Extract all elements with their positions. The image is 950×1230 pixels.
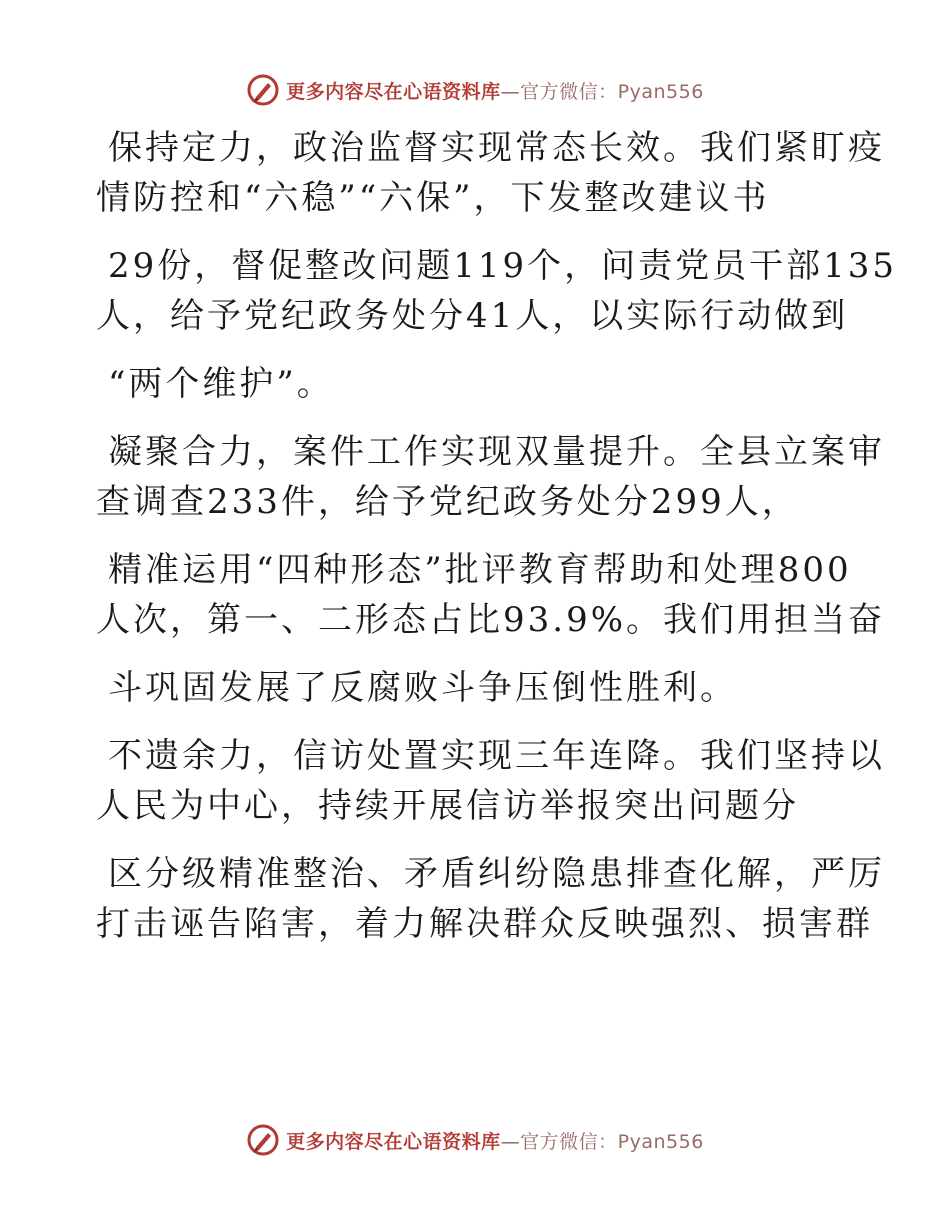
text-line: 精准运用“四种形态”批评教育帮助和处理800: [108, 550, 852, 590]
text-line: 区分级精准整治、矛盾纠纷隐患排查化解，严厉: [108, 854, 885, 894]
banner-separator: —: [500, 80, 521, 103]
banner-brand: 更多内容尽在心语资料库: [286, 80, 501, 103]
text-line: 保持定力，政治监督实现常态长效。我们紧盯疫: [108, 128, 885, 168]
text-line: 斗巩固发展了反腐败斗争压倒性胜利。: [108, 668, 737, 708]
footer-banner: [0, 1120, 950, 1160]
document-body: [96, 123, 898, 949]
pen-logo-icon: [246, 73, 280, 107]
header-banner: [0, 70, 950, 110]
text-line: 人次，第一、二形态占比93.9%。我们用担当奋: [96, 600, 886, 640]
text-line: 人，给予党纪政务处分41人，以实际行动做到: [96, 296, 849, 336]
banner-wechat: 官方微信：Pyan556: [520, 80, 704, 103]
pen-logo-icon: [246, 1123, 280, 1157]
banner-text: [286, 77, 704, 104]
banner-wechat: 官方微信：Pyan556: [520, 1130, 704, 1153]
text-line: 情防控和“六稳”“六保”，下发整改建议书: [96, 178, 770, 218]
text-line: 打击诬告陷害，着力解决群众反映强烈、损害群: [96, 904, 873, 944]
banner-separator: —: [500, 1130, 521, 1153]
banner-brand: 更多内容尽在心语资料库: [286, 1130, 501, 1153]
text-line: “两个维护”。: [108, 364, 334, 404]
text-line: 凝聚合力，案件工作实现双量提升。全县立案审: [108, 432, 885, 472]
text-line: 人民为中心，持续开展信访举报突出问题分: [96, 786, 799, 826]
text-line: 不遗余力，信访处置实现三年连降。我们坚持以: [108, 736, 885, 776]
banner-text: [286, 1127, 704, 1154]
text-line: 29份，督促整改问题119个，问责党员干部135: [108, 246, 898, 286]
text-line: 查调查233件，给予党纪政务处分299人，: [96, 482, 799, 522]
